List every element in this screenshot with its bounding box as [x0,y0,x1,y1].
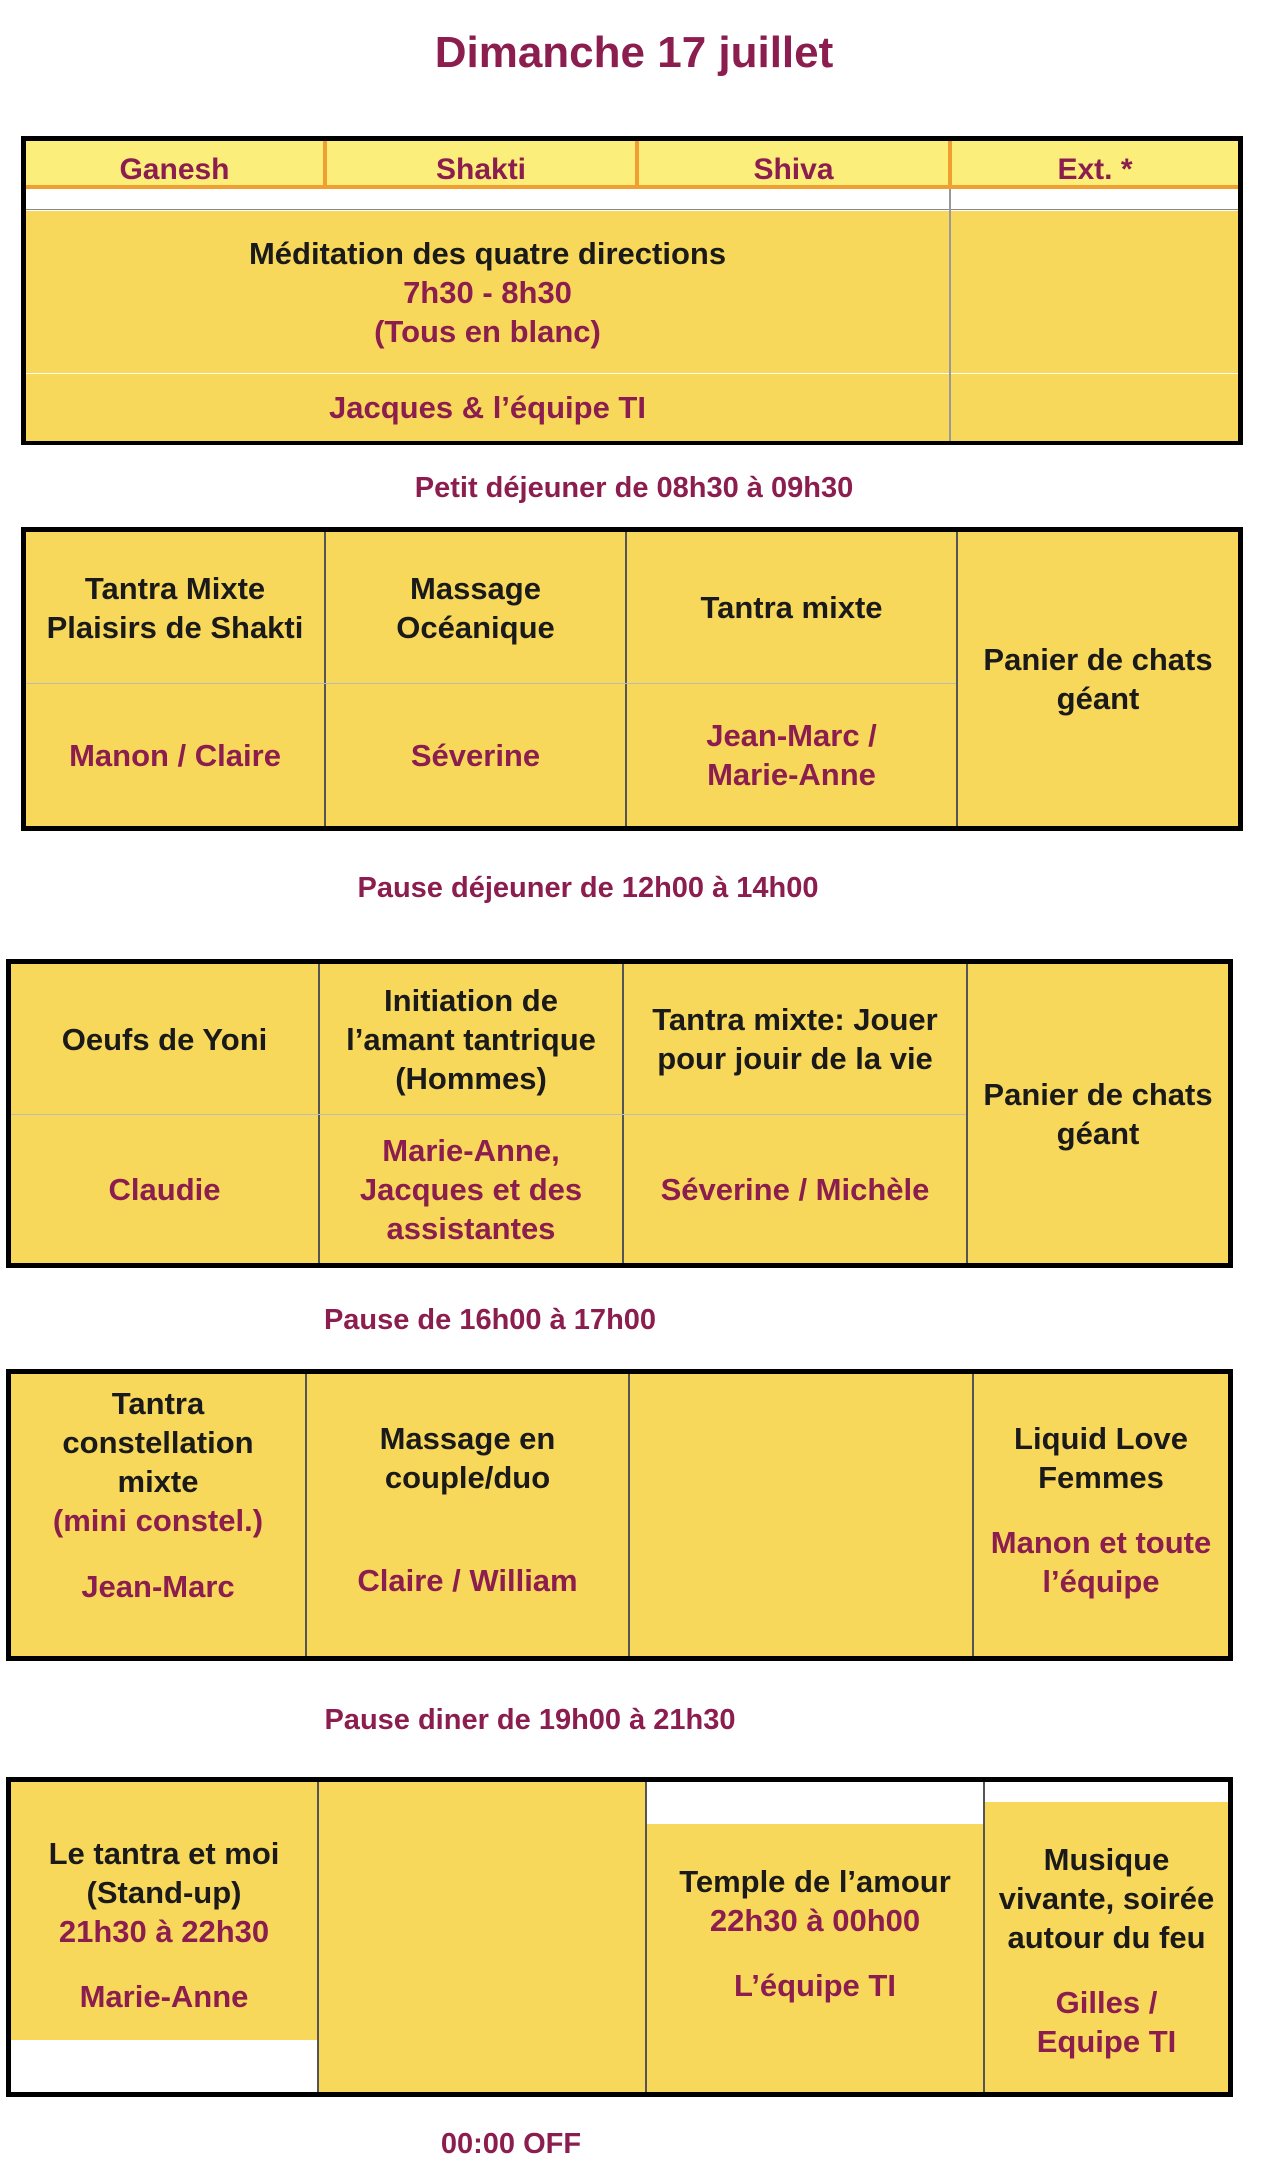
session-host: Jacques & l’équipe TI [329,390,646,425]
session-title: Femmes [1038,1460,1164,1495]
schedule-block-2 [21,527,1243,831]
session-host-cell [26,374,949,441]
header-shiva: Shiva [753,153,834,186]
session-title: Musique [1043,1842,1170,1877]
footer-off: 00:00 OFF [440,2128,582,2160]
session-title: autour du feu [1007,1920,1206,1955]
header-ext: Ext. * [1057,153,1133,186]
schedule-block-4 [6,1369,1233,1661]
page-title: Dimanche 17 juillet [434,28,834,77]
session-title: Tantra mixte: Jouer [652,1002,938,1037]
schedule-block-morning [21,136,1243,445]
session-title: vivante, soirée [998,1881,1215,1916]
session-title: géant [1056,681,1140,716]
session-host: Manon / Claire [69,737,281,773]
session-host: Jean-Marc [81,1569,235,1604]
header-ganesh: Ganesh [119,153,230,186]
session-note: (Tous en blanc) [374,313,601,349]
pause-afternoon: Pause de 16h00 à 17h00 [323,1304,657,1336]
session-title: Panier de chats [983,1076,1213,1112]
session-title: Le tantra et moi [48,1836,280,1871]
session-title: Temple de l’amour [679,1864,951,1899]
session-title: Initiation de [384,982,558,1018]
session-title: constellation [62,1425,254,1460]
session-title: mixte [117,1464,199,1499]
session-title: Tantra [111,1386,205,1421]
session-title: (Hommes) [395,1060,547,1096]
empty-cell [319,1782,645,2092]
pause-breakfast: Petit déjeuner de 08h30 à 09h30 [414,472,854,504]
session-title: géant [1056,1115,1140,1151]
session-host: assistantes [386,1210,556,1246]
session-title: Océanique [396,609,555,645]
session-title: Massage [410,570,541,606]
session-title: couple/duo [384,1460,551,1495]
session-host: Marie-Anne [707,757,876,792]
ext-cell [951,374,1238,441]
schedule-block-3 [6,959,1233,1268]
session-host: Claire / William [357,1563,578,1598]
schedule-block-5 [6,1777,1233,2097]
session-host: L’équipe TI [734,1968,896,2003]
session-time: 22h30 à 00h00 [709,1903,921,1938]
session-host: Equipe TI [1036,2024,1177,2059]
session-title: (Stand-up) [86,1875,242,1910]
session-host: Marie-Anne, [382,1132,560,1168]
session-host: Manon et toute [990,1525,1212,1560]
session-title: Massage en [379,1421,556,1456]
session-title: Liquid Love [1014,1421,1188,1456]
session-host: Séverine / Michèle [660,1171,930,1207]
session-meditation [26,211,949,373]
header-shakti: Shakti [435,153,527,186]
session-title: Plaisirs de Shakti [46,609,304,645]
session-time: 7h30 - 8h30 [403,274,572,310]
session-host: Jean-Marc / [706,718,877,753]
session-host: Jacques et des [359,1171,583,1207]
session-title: Tantra mixte [700,590,883,625]
session-title: Méditation des quatre directions [248,235,727,271]
session-host: Gilles / [1055,1985,1158,2020]
session-title: Tantra Mixte [84,570,266,606]
session-time: 21h30 à 22h30 [58,1914,270,1949]
session-title: l’amant tantrique [346,1021,596,1057]
session-title: pour jouir de la vie [657,1041,933,1076]
session-host: Marie-Anne [79,1979,249,2014]
session-host: l’équipe [1042,1564,1160,1599]
session-title: Oeufs de Yoni [61,1021,268,1057]
session-note: (mini constel.) [52,1503,264,1538]
pause-dinner: Pause diner de 19h00 à 21h30 [324,1704,736,1736]
empty-cell [630,1374,972,1656]
ext-cell [951,211,1238,373]
session-title: Panier de chats [983,642,1213,677]
session-host: Séverine [410,737,541,773]
session-host: Claudie [108,1171,221,1207]
pause-lunch: Pause déjeuner de 12h00 à 14h00 [357,872,819,904]
